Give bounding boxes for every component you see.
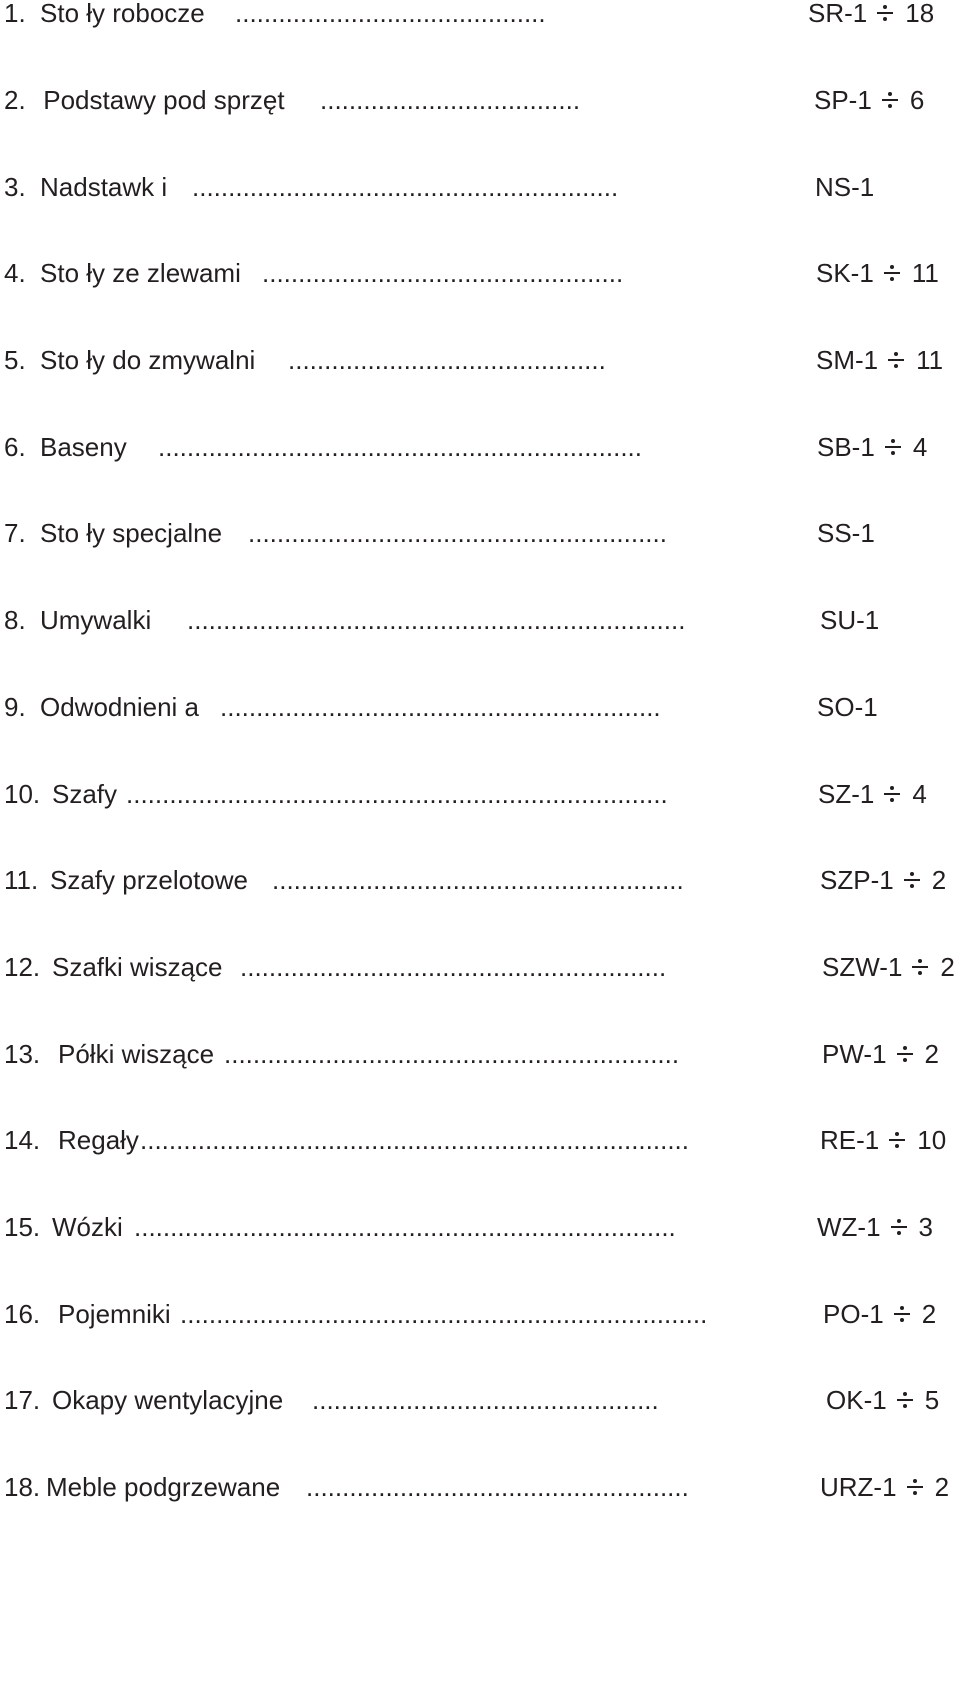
divide-icon: [897, 1390, 913, 1410]
toc-code: [817, 687, 878, 727]
divide-icon: [904, 870, 920, 890]
divide-icon: [882, 90, 898, 110]
toc-number: 17.: [4, 1385, 41, 1415]
code-end: 4: [912, 432, 928, 462]
toc-code: [820, 860, 946, 900]
toc-row-1: [0, 0, 960, 33]
toc-code: [814, 80, 924, 120]
toc-code: [822, 947, 955, 987]
toc-number: 11.: [4, 865, 39, 895]
code-end: 2: [921, 1299, 937, 1329]
toc-title: Sto ły specjalne: [40, 518, 223, 548]
toc-title: Wózki: [52, 1212, 123, 1242]
toc-code: [815, 167, 874, 207]
toc-dots: ...........................................................: [192, 172, 619, 202]
toc-row-13: [0, 1034, 960, 1074]
code-end: 5: [924, 1385, 940, 1415]
toc-code: [816, 253, 939, 293]
toc-dots: ..................................................: [262, 258, 624, 288]
code-end: 2: [934, 1472, 950, 1502]
toc-number: 16.: [4, 1299, 41, 1329]
toc-row-12: [0, 947, 960, 987]
toc-row-17: [0, 1380, 960, 1420]
code-start: SM-1: [816, 345, 879, 375]
divide-icon: [888, 350, 904, 370]
code-end: 18: [905, 0, 935, 28]
code-start: SK-1: [816, 258, 874, 288]
toc-dots: ...........................................................................: [134, 1212, 676, 1242]
toc-number: 2.: [4, 85, 26, 115]
toc-number: 3.: [4, 172, 26, 202]
code-end: 3: [918, 1212, 934, 1242]
toc-number: 13.: [4, 1039, 41, 1069]
toc-row-16: [0, 1294, 960, 1334]
toc-dots: ...........................................: [235, 0, 546, 28]
toc-dots: ....................................: [320, 85, 581, 115]
toc-code: [822, 1034, 939, 1074]
toc-title: Umywalki: [40, 605, 159, 635]
toc-number: 18.: [4, 1472, 41, 1502]
toc-title: Regały: [58, 1125, 139, 1155]
toc-dots: ...........................................................: [240, 952, 667, 982]
toc-title: Pojemniki: [58, 1299, 171, 1329]
toc-code: [808, 0, 934, 33]
toc-dots: ............................................: [288, 345, 606, 375]
toc-code: [820, 600, 879, 640]
code-start: SB-1: [817, 432, 875, 462]
toc-row-15: [0, 1207, 960, 1247]
toc-code: [823, 1294, 936, 1334]
code-start: SU-1: [820, 605, 880, 635]
toc-title: Sto ły robocze: [40, 0, 212, 28]
code-start: RE-1: [820, 1125, 880, 1155]
toc-title: Szafy: [52, 779, 118, 809]
code-end: 2: [940, 952, 955, 982]
toc-title: Półki wiszące: [58, 1039, 215, 1069]
code-end: 6: [909, 85, 925, 115]
divide-icon: [891, 1217, 907, 1237]
toc-dots: ...................................................................: [158, 432, 642, 462]
toc-dots: .........................................................................: [180, 1299, 708, 1329]
toc-row-18: [0, 1467, 960, 1507]
toc-code: [817, 1207, 933, 1247]
toc-row-6: [0, 427, 960, 467]
code-start: SZW-1: [822, 952, 903, 982]
toc-title: Sto ły ze zlewami: [40, 258, 241, 288]
toc-number: 10.: [4, 779, 41, 809]
code-start: SZ-1: [818, 779, 875, 809]
toc-dots: ..........................................................: [248, 518, 667, 548]
toc-code: [826, 1380, 939, 1420]
code-start: SZP-1: [820, 865, 894, 895]
code-start: PO-1: [823, 1299, 884, 1329]
toc-row-14: [0, 1120, 960, 1160]
toc-number: 8.: [4, 605, 26, 635]
divide-icon: [894, 1304, 910, 1324]
toc-number: 5.: [4, 345, 26, 375]
divide-icon: [897, 1044, 913, 1064]
toc-row-3: [0, 167, 960, 207]
divide-icon: [912, 957, 928, 977]
toc-code: [818, 774, 927, 814]
code-end: 4: [912, 779, 927, 809]
toc-row-5: [0, 340, 960, 380]
divide-icon: [884, 263, 900, 283]
divide-icon: [884, 784, 900, 804]
toc-title: Meble podgrzewane: [46, 1472, 281, 1502]
divide-icon: [889, 1130, 905, 1150]
toc-title: Szafki wiszące: [52, 952, 223, 982]
toc-title: Odwodnieni a: [40, 692, 199, 722]
divide-icon: [907, 1477, 923, 1497]
toc-number: 7.: [4, 518, 26, 548]
code-end: 10: [917, 1125, 947, 1155]
toc-title: Nadstawk i: [40, 172, 175, 202]
toc-code: [820, 1120, 946, 1160]
toc-row-4: [0, 253, 960, 293]
toc-dots: .............................................................: [220, 692, 661, 722]
toc-code: [817, 427, 927, 467]
toc-code: [820, 1467, 949, 1507]
code-start: PW-1: [822, 1039, 887, 1069]
toc-dots: .....................................................: [306, 1472, 689, 1502]
toc-row-2: [0, 80, 960, 120]
toc-number: 6.: [4, 432, 26, 462]
toc-number: 9.: [4, 692, 26, 722]
code-start: SS-1: [817, 518, 875, 548]
toc-number: 14.: [4, 1125, 41, 1155]
code-start: SO-1: [817, 692, 878, 722]
toc-row-10: [0, 774, 960, 814]
code-start: NS-1: [815, 172, 875, 202]
toc-dots: .........................................................: [272, 865, 684, 895]
toc-dots: ............................................................................: [140, 1125, 689, 1155]
toc-dots: .....................................................................: [187, 605, 686, 635]
toc-title: Baseny: [40, 432, 134, 462]
toc-code: [817, 513, 875, 553]
code-start: SP-1: [814, 85, 872, 115]
code-start: WZ-1: [817, 1212, 881, 1242]
toc-dots: ...............................................................: [224, 1039, 680, 1069]
code-start: OK-1: [826, 1385, 887, 1415]
toc-dots: ...........................................................................: [126, 779, 668, 809]
toc-row-8: [0, 600, 960, 640]
divide-icon: [885, 437, 901, 457]
toc-number: 12.: [4, 952, 41, 982]
toc-title: Podstawy pod sprzęt: [36, 85, 292, 115]
code-end: 11: [911, 258, 939, 288]
toc-dots: ................................................: [312, 1385, 659, 1415]
toc-title: Okapy wentylacyjne: [52, 1385, 284, 1415]
toc-row-7: [0, 513, 960, 553]
toc-number: 15.: [4, 1212, 41, 1242]
toc-row-9: [0, 687, 960, 727]
code-start: SR-1: [808, 0, 868, 28]
code-start: URZ-1: [820, 1472, 897, 1502]
toc-title: Sto ły do zmywalni: [40, 345, 263, 375]
toc-number: 1.: [4, 0, 26, 28]
divide-icon: [877, 3, 893, 23]
code-end: 11: [916, 345, 944, 375]
toc-row-11: [0, 860, 960, 900]
code-end: 2: [931, 865, 947, 895]
toc-title: Szafy przelotowe: [50, 865, 248, 895]
toc-code: [816, 340, 943, 380]
code-end: 2: [924, 1039, 939, 1069]
toc-number: 4.: [4, 258, 26, 288]
